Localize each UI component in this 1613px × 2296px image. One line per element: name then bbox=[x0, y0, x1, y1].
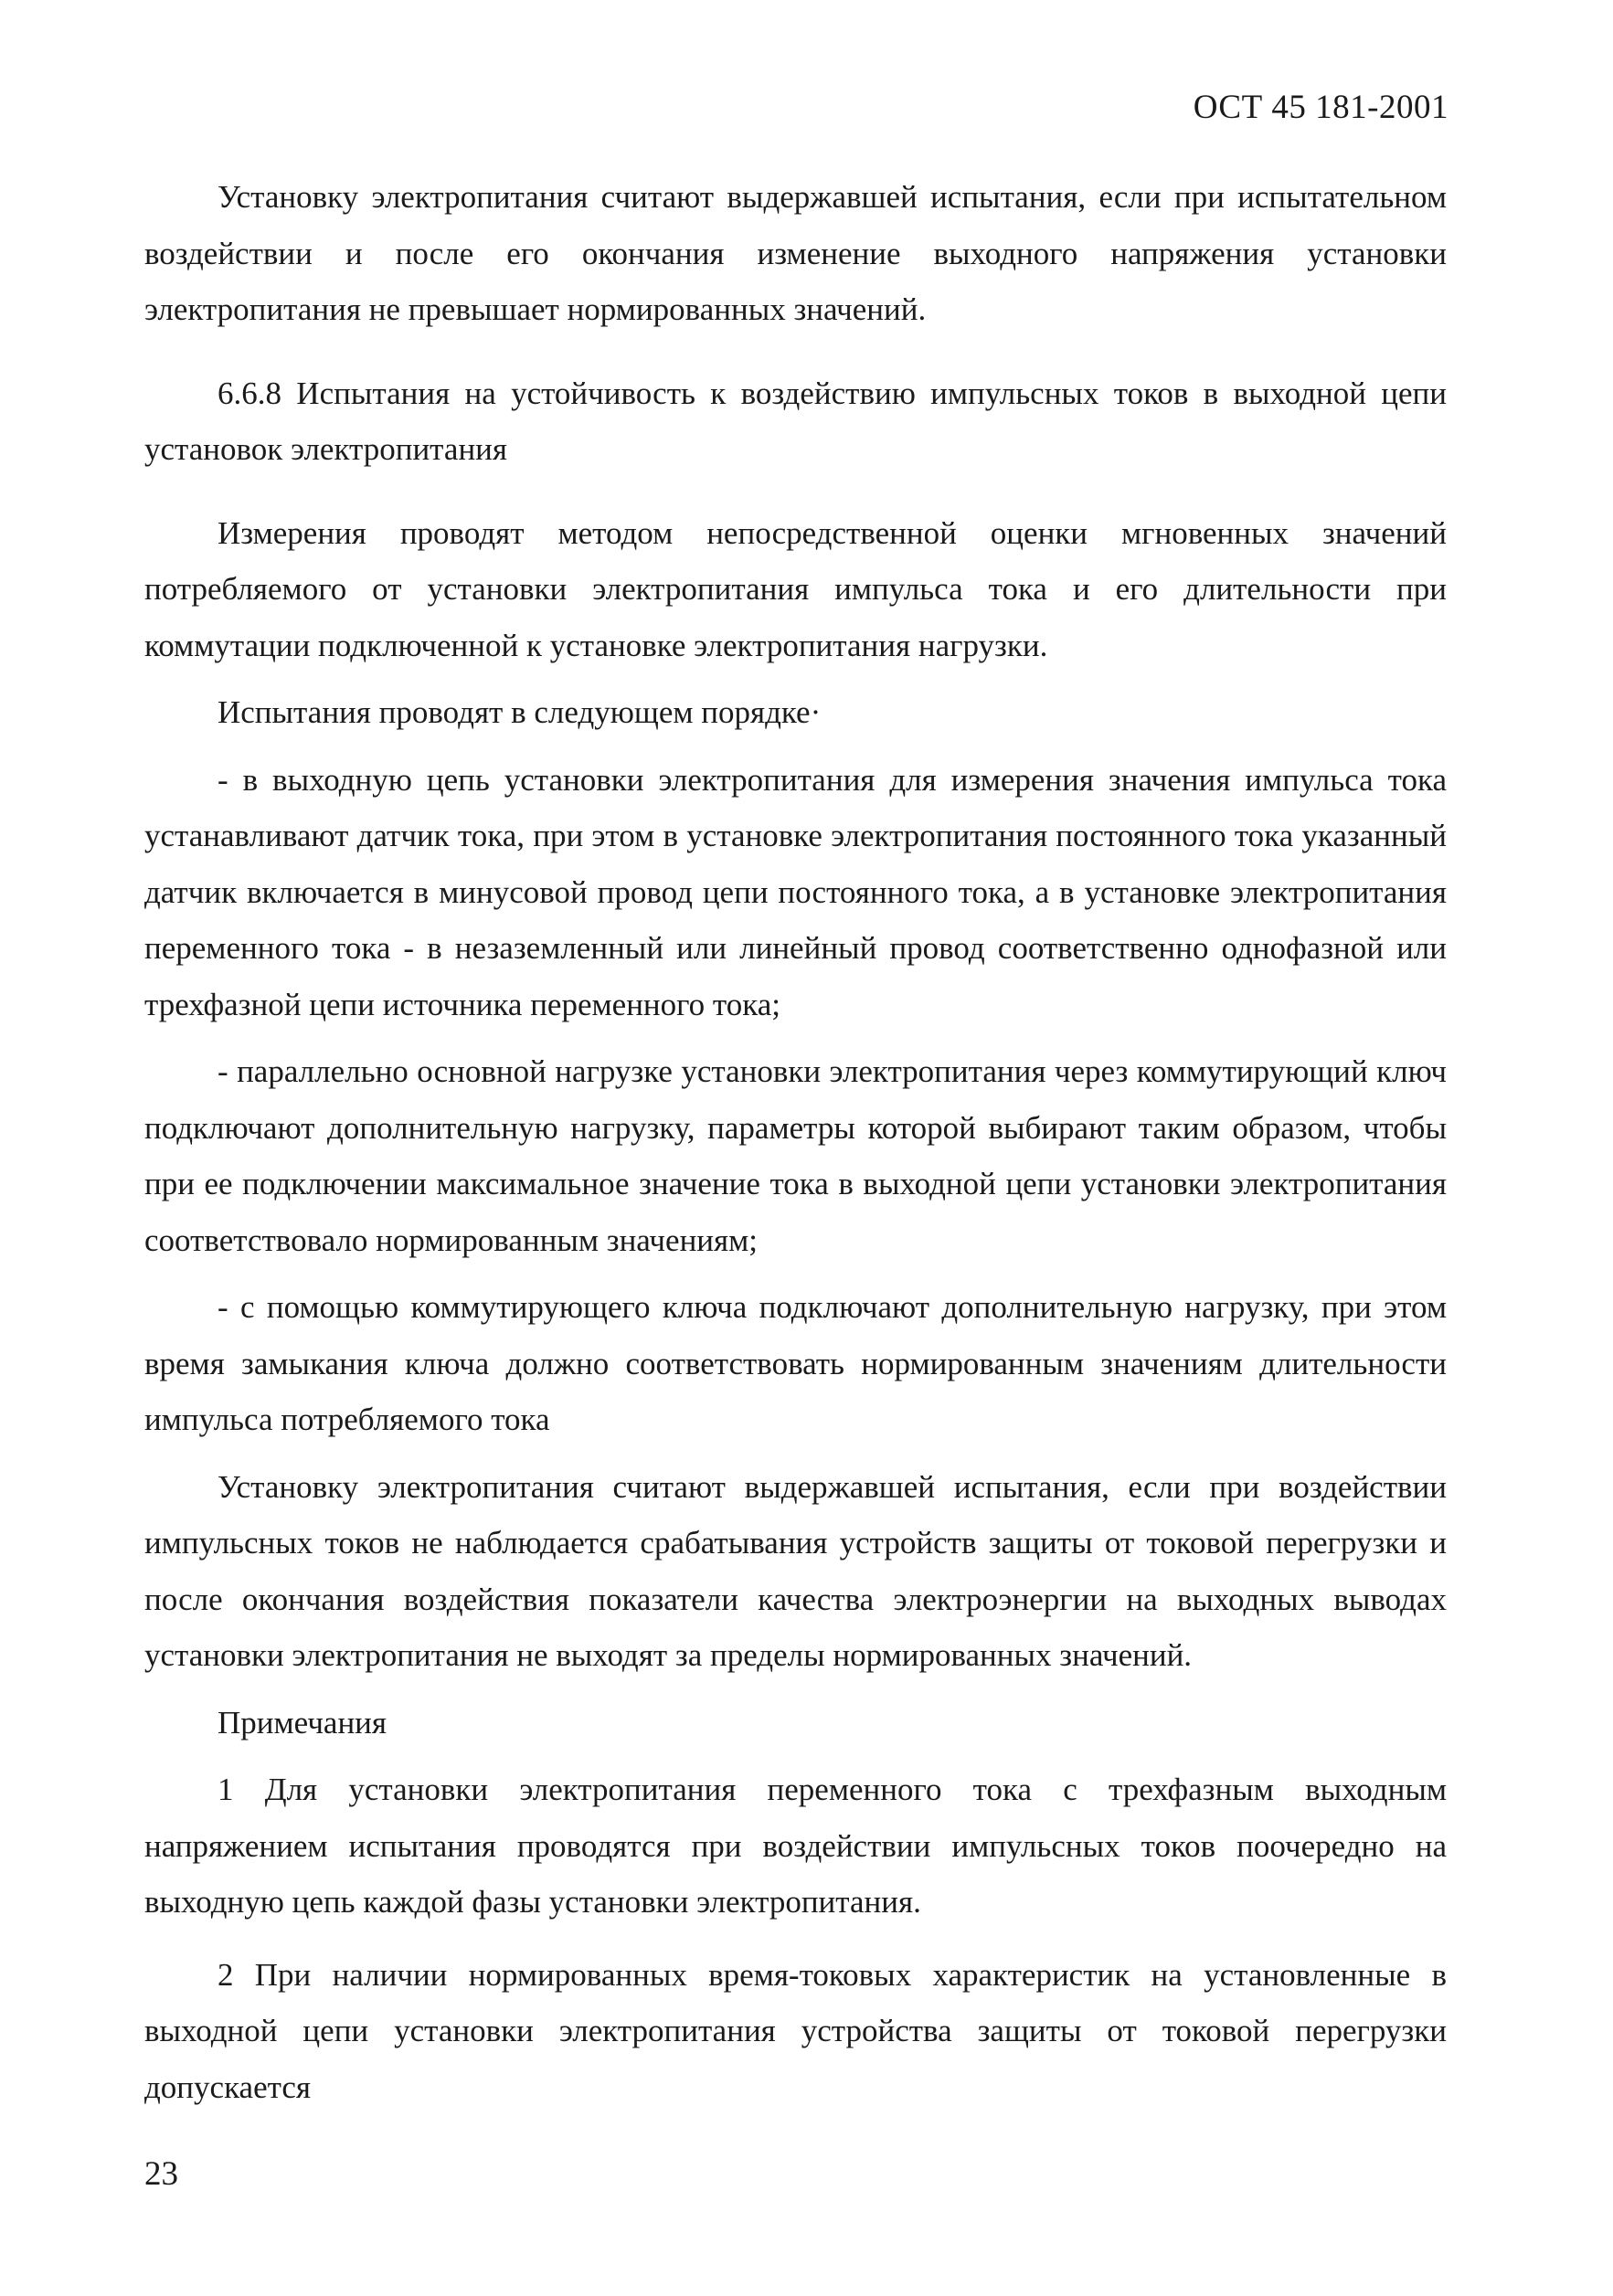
paragraph-test-order: Испытания проводят в следующем порядке· bbox=[218, 694, 822, 730]
paragraph-test-result-protection: Установку электропитания считают выдержавшей испытания, если при воздействии импульсных токов не наблюдается срабатывания устройств защиты от токовой перегрузки и после окончания воздействия показатели качества электроэнергии на выходных выводах установки электропитания не выходят за пределы нормированных значений. bbox=[144, 1468, 1447, 1673]
note-2: 2 При наличии нормированных время-токовых характеристик на установленные в выходной цепи установки электропитания устройства защиты от токовой перегрузки допускается bbox=[144, 1956, 1447, 2105]
paragraph-measurement-method: Измерения проводят методом непосредственной оценки мгновенных значений потребляемого от установки электропитания импульса тока и его длительности при коммутации подключенной к установке электропитания нагрузки. bbox=[144, 514, 1447, 663]
document-code: ОСТ 45 181-2001 bbox=[1193, 89, 1449, 126]
paragraph-test-result-voltage: Установку электропитания считают выдержавшей испытания, если при испытательном воздействии и после его окончания изменение выходного напряжения установки электропитания не превышает нормированных значений. bbox=[144, 179, 1447, 327]
document-body bbox=[144, 169, 1447, 2115]
page-number: 23 bbox=[144, 2155, 178, 2193]
list-item-current-sensor: - в выходную цепь установки электропитания для измерения значения импульса тока устанавливают датчик тока, при этом в установке электропитания постоянного тока указанный датчик включается в минусовой провод цепи постоянного тока, а в установке электропитания переменного тока - в незаземленный или линейный провод соответственно однофазной или трехфазной цепи источника переменного тока; bbox=[144, 761, 1447, 1022]
note-1: 1 Для установки электропитания переменного тока с трехфазным выходным напряжением испытания проводятся при воздействии импульсных токов поочередно на выходную цепь каждой фазы установки электропитания. bbox=[144, 1772, 1447, 1920]
list-item-additional-load: - параллельно основной нагрузке установки электропитания через коммутирующий ключ подключают дополнительную нагрузку, параметры которой выбирают таким образом, чтобы при ее подключении максимальное значение тока в выходной цепи установки электропитания соответствовало нормированным значениям; bbox=[144, 1053, 1447, 1258]
section-heading-6-6-8: 6.6.8 Испытания на устойчивость к воздействию импульсных токов в выходной цепи установок электропитания bbox=[144, 375, 1447, 467]
notes-heading: Примечания bbox=[218, 1704, 387, 1741]
list-item-switching-key: - с помощью коммутирующего ключа подключают дополнительную нагрузку, при этом время замыкания ключа должно соответствовать нормированным значениям длительности импульса потребляемого тока bbox=[144, 1289, 1447, 1437]
